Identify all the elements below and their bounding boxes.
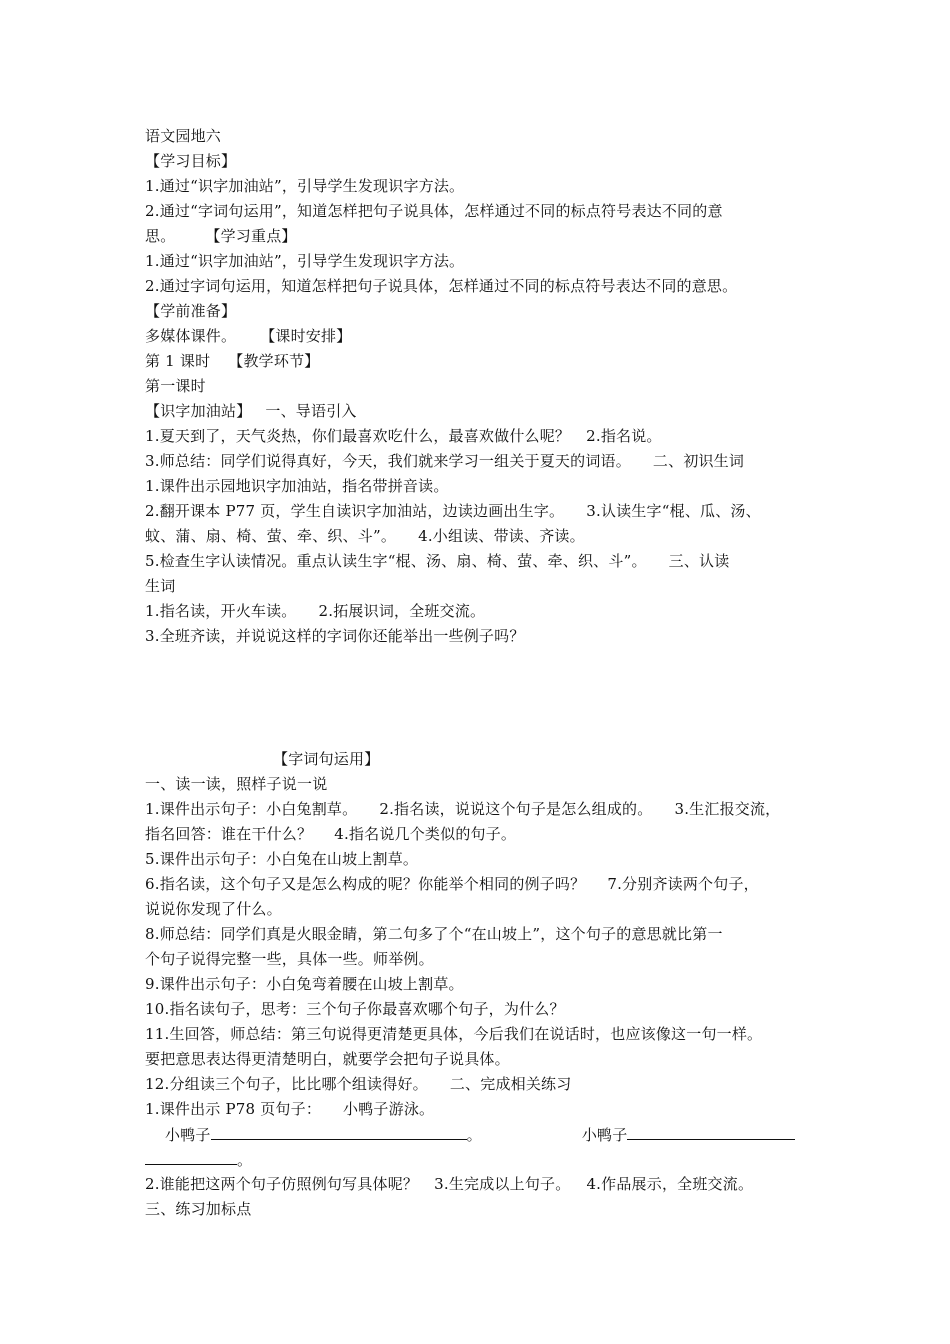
- exercise-subject-1: 小鸭子: [165, 1126, 211, 1144]
- s1-line-5: [145, 524, 817, 549]
- s1-item-1: 1.夏天到了，天气炎热，你们最喜欢吃什么，最喜欢做什么呢？: [145, 427, 571, 445]
- prep-row: [145, 324, 817, 349]
- s2-exercise-row-cont: [145, 1147, 817, 1172]
- s2-line-10: 11.生回答，师总结：第三句说得更清楚更具体，今后我们在说话时，也应该像这一句一样。: [145, 1025, 763, 1043]
- s2-line-13: [145, 1097, 817, 1122]
- s2-item-3-cont: 指名回答：谁在干什么？: [145, 825, 313, 843]
- focus-heading: 【学习重点】: [205, 227, 297, 245]
- first-period: 第一课时: [145, 377, 206, 395]
- s2-line-1: [145, 797, 817, 822]
- s1-part-2: 二、初识生词: [652, 452, 745, 470]
- goal-2-end: 思。: [145, 227, 176, 245]
- s2-line-3: 5.课件出示句子：小白兔在山坡上割草。: [145, 850, 419, 868]
- s2-item-4: 4.指名说几个类似的句子。: [334, 825, 517, 843]
- s2-part-1: 一、读一读，照样子说一说: [145, 775, 328, 793]
- s2-item-7: 7.分别齐读两个句子，: [607, 875, 759, 893]
- period-text: 第 1 课时: [145, 352, 211, 370]
- goal-2-line-a: 2.通过“字词句运用”，知道怎样把句子说具体，怎样通过不同的标点符号表达不同的意: [145, 202, 723, 220]
- s1-line-1: [145, 424, 817, 449]
- s1-item-6: 4.小组读、带读、齐读。: [418, 527, 585, 545]
- s1-item-3: 3.师总结：同学们说得真好，今天，我们就来学习一组关于夏天的词语。: [145, 452, 631, 470]
- s1-line-3: 1.课件出示园地识字加油站，指名带拼音读。: [145, 477, 449, 495]
- section-2-heading: 【字词句运用】: [273, 750, 380, 768]
- s1-part-3: 三、认读: [668, 552, 730, 570]
- s1-line-8: [145, 599, 817, 624]
- doc-title: 语文园地六: [145, 127, 222, 145]
- s1-item-9: 2.拓展识词，全班交流。: [318, 602, 486, 620]
- s2-line-4: [145, 872, 817, 897]
- steps-heading: 【教学环节】: [228, 352, 320, 370]
- exercise-end-1: 。: [466, 1126, 482, 1144]
- s2-line-9: 10.指名读句子，思考：三个句子你最喜欢哪个句子，为什么？: [145, 1000, 565, 1018]
- s2-item-6: 6.指名读，这个句子又是怎么构成的呢？你能举个相同的例子吗？: [145, 875, 586, 893]
- s1-line-9: 3.全班齐读，并说说这样的字词你还能举出一些例子吗？: [145, 627, 525, 645]
- focus-2: 2.通过字词句运用，知道怎样把句子说具体，怎样通过不同的标点符号表达不同的意思。: [145, 277, 738, 295]
- s2-exercise-row: [145, 1122, 817, 1147]
- s2-line-2: [145, 822, 817, 847]
- s2-line-7: 个句子说得完整一些，具体一些。师举例。: [145, 950, 434, 968]
- exercise-end-2: 。: [237, 1151, 253, 1169]
- s1-item-2: 2.指名说。: [586, 427, 662, 445]
- fill-blank-2[interactable]: [627, 1122, 795, 1140]
- s2-exercise-3: 3.生完成以上句子。: [434, 1175, 571, 1193]
- fill-blank-2-cont[interactable]: [145, 1147, 237, 1165]
- exercise-subject-2: 小鸭子: [581, 1126, 628, 1144]
- s2-example-sentence: 小鸭子游泳。: [343, 1100, 435, 1118]
- s2-exercise-4: 4.作品展示，全班交流。: [586, 1175, 754, 1193]
- s1-line-4: [145, 499, 817, 524]
- s2-part-3: 三、练习加标点: [145, 1200, 252, 1218]
- focus-1: 1.通过“识字加油站”，引导学生发现识字方法。: [145, 252, 465, 270]
- s1-line-2: [145, 449, 817, 474]
- s1-item-5-cont: 蚊、蒲、扇、椅、萤、牵、织、斗”。: [145, 527, 397, 545]
- goals-heading: 【学习目标】: [145, 152, 237, 170]
- schedule-heading: 【课时安排】: [260, 327, 352, 345]
- s1-part-1: 一、导语引入: [265, 402, 357, 420]
- s1-item-7: 5.检查生字认读情况。重点认读生字“棍、汤、扇、椅、萤、牵、织、斗”。: [145, 552, 647, 570]
- s2-item-12: 12.分组读三个句子，比比哪个组读得好。: [145, 1075, 428, 1093]
- goal-2-line-b: [145, 224, 817, 249]
- s2-line-8: 9.课件出示句子：小白兔弯着腰在山坡上割草。: [145, 975, 464, 993]
- s1-item-5: 3.认读生字“棍、瓜、汤、: [586, 502, 761, 520]
- s1-item-4: 2.翻开课本 P77 页，学生自读识字加油站，边读边画出生字。: [145, 502, 565, 520]
- s2-line-6: 8.师总结：同学们真是火眼金睛，第二句多了个“在山坡上”，这个句子的意思就比第一: [145, 925, 723, 943]
- s2-line-15: [145, 1172, 817, 1197]
- lesson-plan-part-2: [145, 747, 817, 1222]
- section-1-heading: 【识字加油站】: [145, 402, 252, 420]
- s2-line-11: 要把意思表达得更清楚明白，就要学会把句子说具体。: [145, 1050, 510, 1068]
- s2-item-2: 2.指名读，说说这个句子是怎么组成的。: [379, 800, 653, 818]
- fill-blank-1[interactable]: [211, 1122, 467, 1140]
- s2-part-2: 二、完成相关练习: [449, 1075, 572, 1093]
- s2-item-1: 1.课件出示句子：小白兔割草。: [145, 800, 358, 818]
- s2-item-3: 3.生汇报交流，: [674, 800, 781, 818]
- s2-line-12: [145, 1072, 817, 1097]
- s2-exercise-1: 1.课件出示 P78 页句子：: [145, 1100, 322, 1118]
- s1-line-7: 生词: [145, 577, 176, 595]
- section-1-row: [145, 399, 817, 424]
- period-row: [145, 349, 817, 374]
- s2-line-5: 说说你发现了什么。: [145, 900, 282, 918]
- prep-heading: 【学前准备】: [145, 302, 237, 320]
- lesson-plan-part-1: [145, 124, 817, 649]
- s1-line-6: [145, 549, 817, 574]
- s2-exercise-2: 2.谁能把这两个句子仿照例句写具体呢？: [145, 1175, 419, 1193]
- goal-1: 1.通过“识字加油站”，引导学生发现识字方法。: [145, 177, 465, 195]
- s1-item-8: 1.指名读，开火车读。: [145, 602, 297, 620]
- prep-text: 多媒体课件。: [145, 327, 237, 345]
